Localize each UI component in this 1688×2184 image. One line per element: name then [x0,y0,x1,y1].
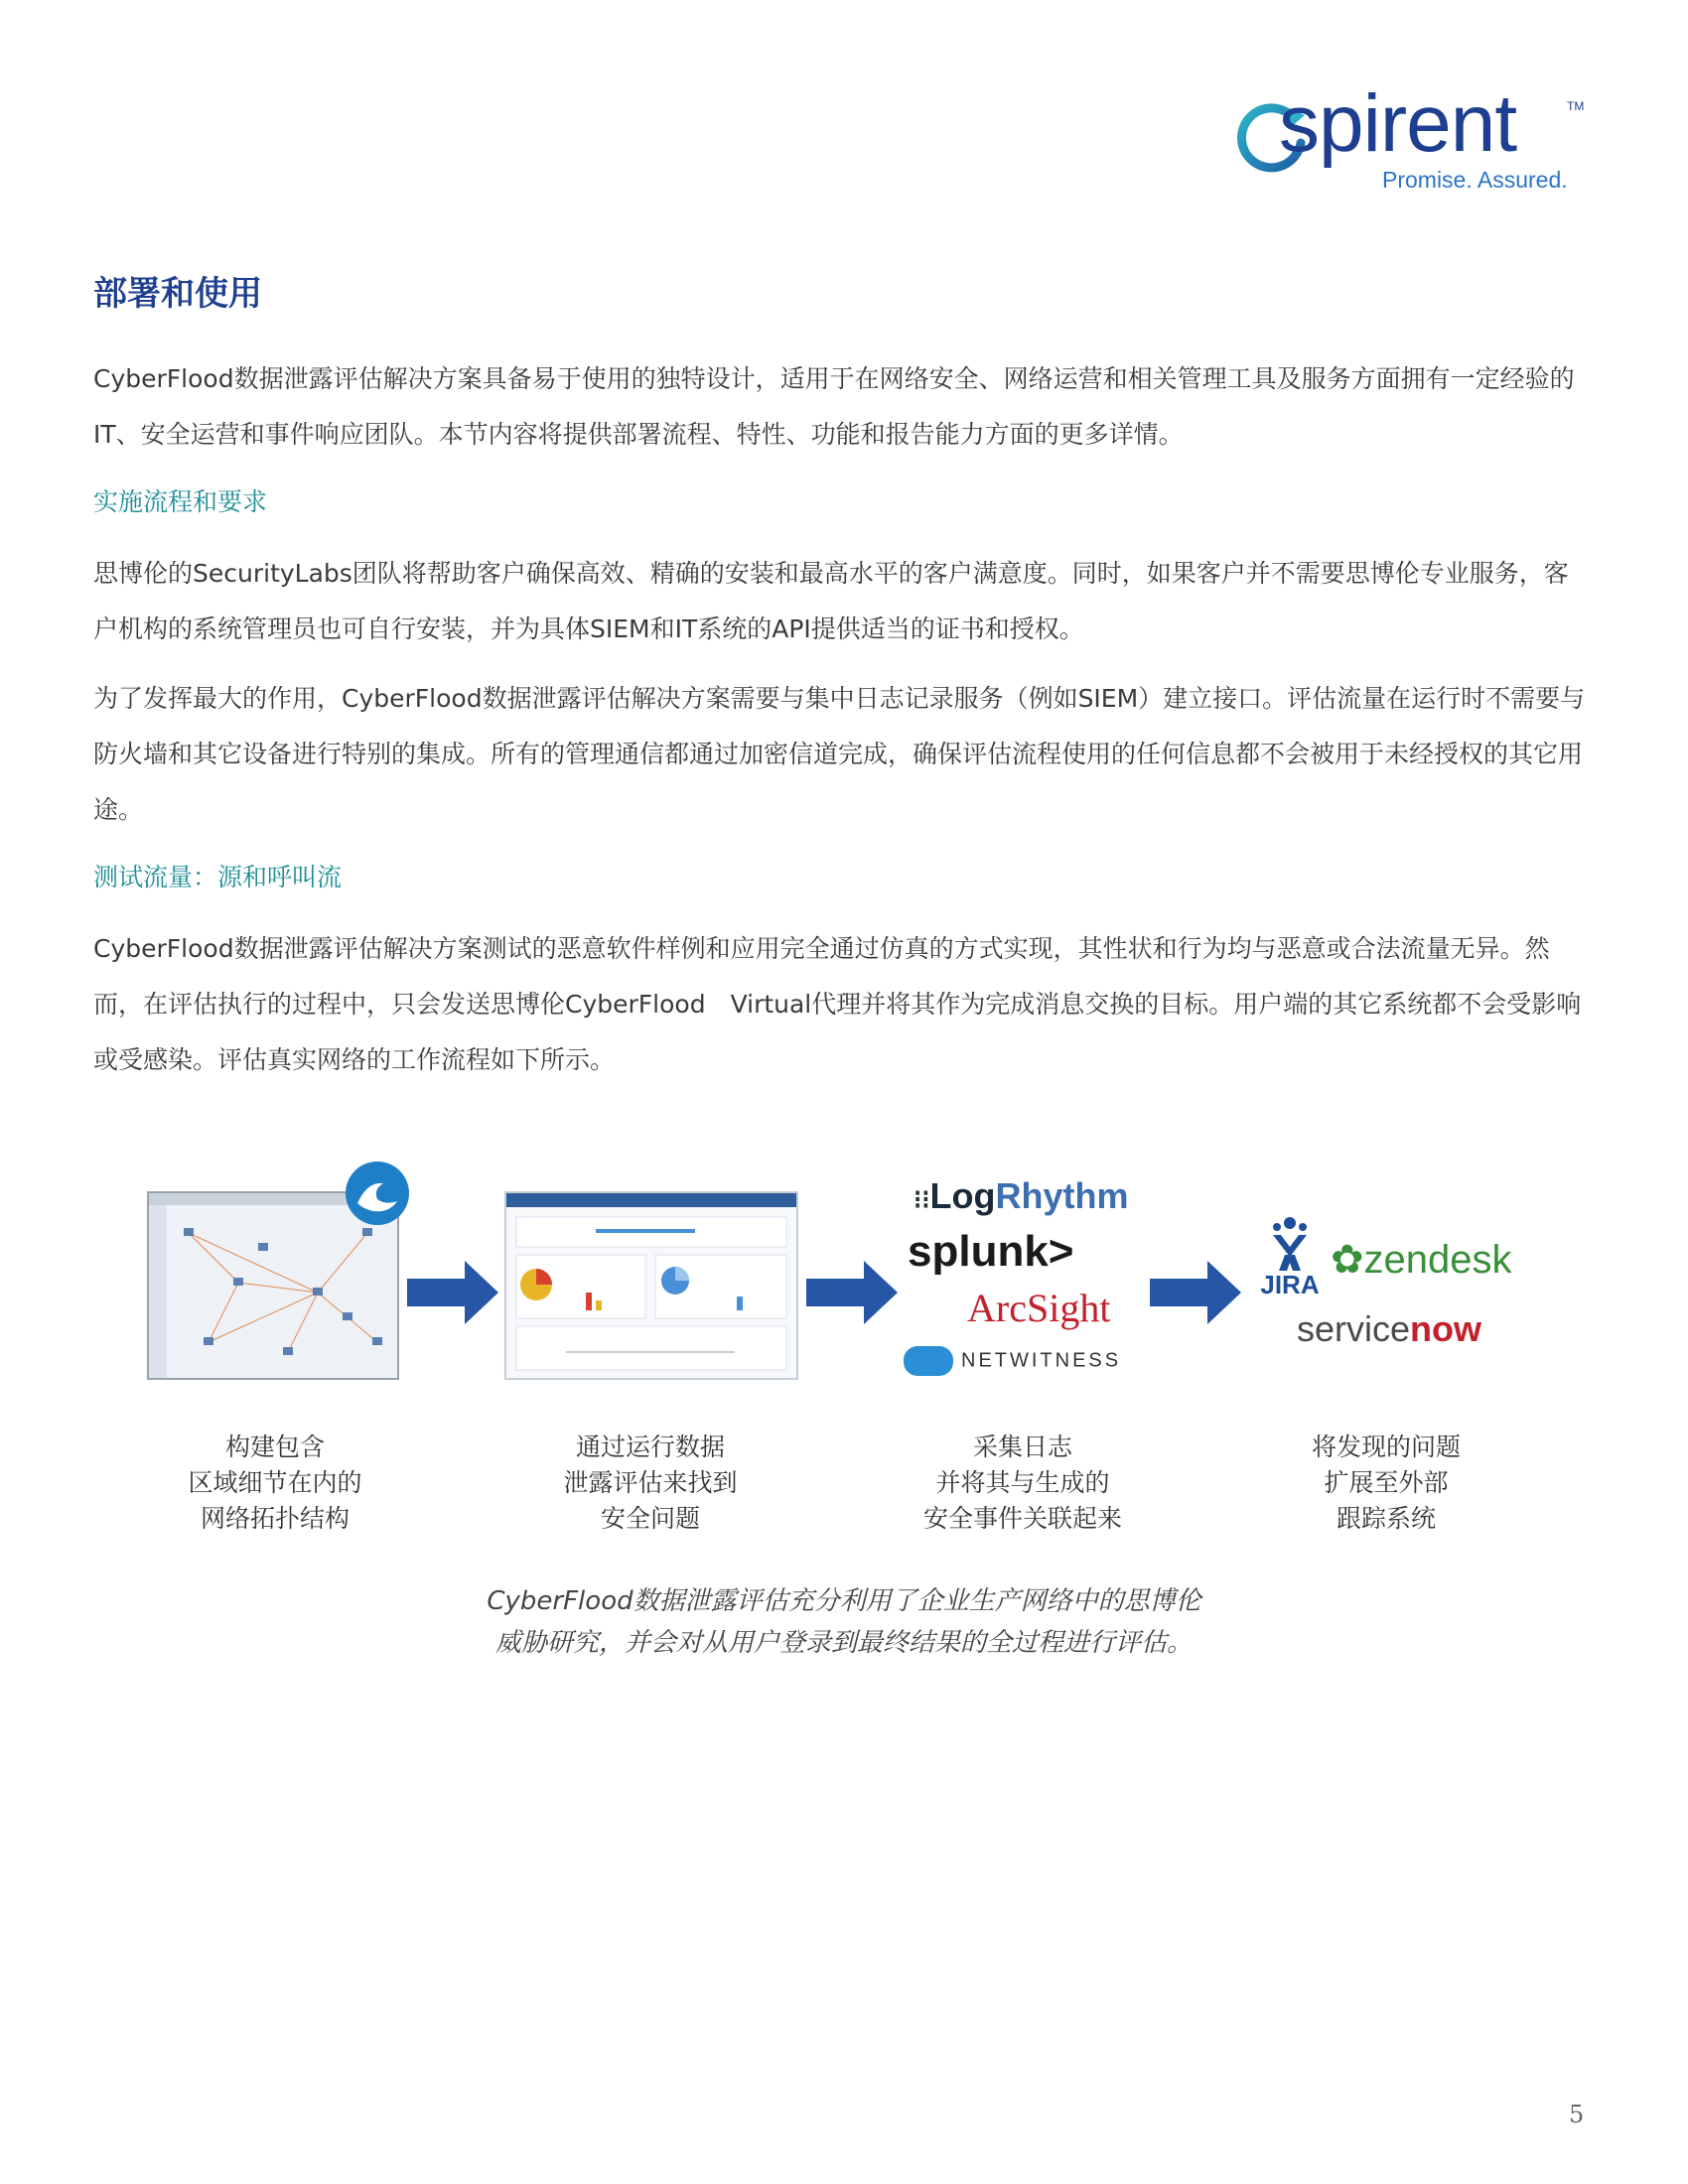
zendesk-text: zendesk [1363,1238,1512,1282]
intro-paragraph: CyberFlood数据泄露评估解决方案具备易于使用的独特设计，适用于在网络安全、网络运营和相关管理工具及服务方面拥有一定经验的IT、安全运营和事件响应团队。本节内容将提供部署流程、特性、功能和报告能力方面的更多详情。 [93,364,1575,449]
jira-logo [1255,1215,1325,1300]
figure-caption-line-1: CyberFlood数据泄露评估充分利用了企业生产网络中的思博伦 [487,1586,1201,1616]
jira-text: JIRA [1260,1270,1320,1299]
implementation-paragraph-1: 思博伦的SecurityLabs团队将帮助客户确保高效、精确的安装和最高水平的客户满意度。同时，如果客户并不需要思博伦专业服务，客户机构的系统管理员也可自行安装，并为具体SIEM和IT系统的API提供适当的证书和授权。 [93,559,1569,643]
splunk-logo: splunk> [908,1227,1074,1276]
step-caption-3 [874,1430,1172,1537]
logrhythm-dots-icon: ⁝⁝ [914,1184,930,1214]
step-1-line-3: 网络拓扑结构 [200,1504,350,1533]
logrhythm-text-b: Rhythm [995,1175,1129,1216]
workflow-arrow-3-icon [1150,1261,1241,1324]
subsection-title-traffic: 测试流量：源和呼叫流 [93,863,343,891]
netwitness-logo [904,1346,1121,1376]
step-3-line-2: 并将其与生成的 [935,1468,1110,1497]
step-3-line-3: 安全事件关联起来 [922,1504,1122,1533]
step-2-line-1: 通过运行数据 [575,1433,725,1461]
step-2-line-2: 泄露评估来找到 [563,1468,738,1497]
dashboard-charts-icon [506,1193,796,1378]
assessment-dashboard-screenshot [504,1191,798,1380]
netwitness-glyph-icon [904,1346,953,1376]
servicenow-text-b: now [1410,1308,1482,1349]
spirent-logo [1231,78,1589,201]
jira-figure-icon [1265,1215,1315,1271]
step-caption-2 [501,1430,799,1537]
workflow-arrow-1-icon [407,1261,498,1324]
figure-caption-line-2: 威胁研究，并会对从用户登录到最终结果的全过程进行评估。 [494,1628,1193,1658]
logo-wordmark: spirent [1279,78,1517,169]
logo-trademark: TM [1567,99,1585,113]
servicenow-text-a: service [1297,1308,1411,1349]
figure-caption [397,1580,1291,1664]
logo-tagline: Promise. Assured. [1382,167,1568,193]
step-1-line-2: 区域细节在内的 [188,1468,362,1497]
zendesk-logo [1331,1237,1512,1283]
step-4-line-2: 扩展至外部 [1324,1468,1449,1497]
step-3-line-1: 采集日志 [972,1433,1072,1461]
subsection-title-implementation: 实施流程和要求 [93,487,268,516]
section-title: 部署和使用 [93,274,262,314]
page-number: 5 [1569,2101,1585,2128]
step-4-line-1: 将发现的问题 [1311,1433,1461,1461]
arcsight-logo: ArcSight [967,1286,1111,1330]
step-1-line-1: 构建包含 [224,1433,325,1461]
step-caption-1 [126,1430,424,1537]
step-2-line-3: 安全问题 [600,1504,700,1533]
netwitness-text: NETWITNESS [961,1349,1122,1372]
workflow-arrow-2-icon [806,1261,898,1324]
zendesk-flower-icon: ✿ [1331,1238,1364,1282]
cyberflood-wave-icon [344,1160,411,1227]
step-4-line-3: 跟踪系统 [1336,1504,1436,1533]
implementation-paragraph-2: 为了发挥最大的作用，CyberFlood数据泄露评估解决方案需要与集中日志记录服务（例如SIEM）建立接口。评估流量在运行时不需要与防火墙和其它设备进行特别的集成。所有的管理通信都通过加密信道完成，确保评估流程使用的任何信息都不会被用于未经授权的其它用途。 [93,684,1586,824]
logrhythm-text-a: Log [929,1175,996,1216]
traffic-paragraph: CyberFlood数据泄露评估解决方案测试的恶意软件样例和应用完全通过仿真的方式实现，其性状和行为均与恶意或合法流量无异。然而，在评估执行的过程中，只会发送思博伦CyberFlood Virtual代理并将其作为完成消息交换的目标。用户端的其它系统都不会受影响或受感染。评估真实网络的工作流程如下所示。 [93,934,1582,1074]
step-caption-4 [1237,1430,1535,1537]
logrhythm-logo [914,1175,1129,1217]
servicenow-logo [1297,1308,1481,1350]
